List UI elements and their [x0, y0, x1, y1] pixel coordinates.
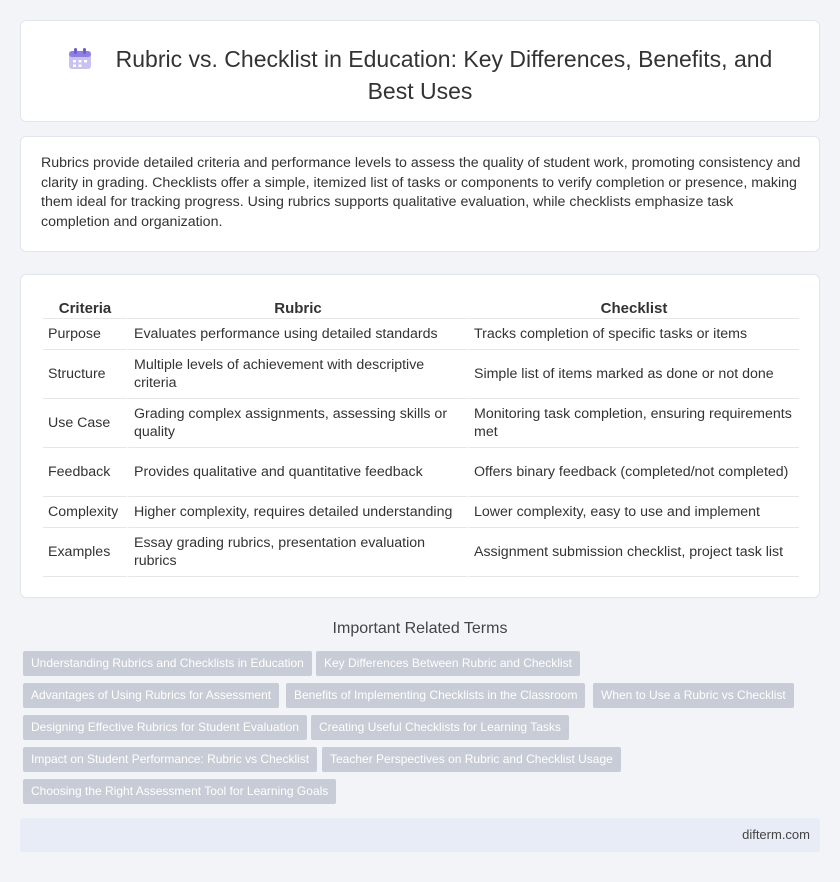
cell-rubric: Grading complex assignments, assessing skills or quality — [127, 399, 467, 448]
related-tag[interactable]: Key Differences Between Rubric and Checklist — [316, 651, 580, 676]
header-rubric: Rubric — [127, 295, 467, 319]
related-tag[interactable]: Teacher Perspectives on Rubric and Checklist Usage — [322, 747, 621, 772]
footer-bar — [20, 818, 820, 852]
related-tag[interactable]: Choosing the Right Assessment Tool for Learning Goals — [23, 779, 336, 804]
page-title-text: Rubric vs. Checklist in Education: Key Differences, Benefits, and Best Uses — [115, 46, 773, 104]
cell-rubric: Multiple levels of achievement with descriptive criteria — [127, 350, 467, 399]
table-row — [43, 448, 799, 497]
header-criteria: Criteria — [43, 295, 127, 319]
related-terms-title: Important Related Terms — [332, 620, 508, 637]
related-tag[interactable]: Advantages of Using Rubrics for Assessment — [23, 683, 279, 708]
table-row — [43, 528, 799, 577]
table-row — [43, 350, 799, 399]
cell-criteria: Structure — [43, 350, 127, 399]
table-row — [43, 497, 799, 528]
cell-criteria: Examples — [43, 528, 127, 577]
cell-criteria: Complexity — [43, 497, 127, 528]
cell-checklist: Monitoring task completion, ensuring requirements met — [467, 399, 799, 448]
comparison-table — [43, 295, 799, 577]
cell-checklist: Simple list of items marked as done or not done — [467, 350, 799, 399]
cell-checklist: Offers binary feedback (completed/not completed) — [467, 448, 799, 497]
cell-rubric: Essay grading rubrics, presentation evaluation rubrics — [127, 528, 467, 577]
footer-site[interactable]: difterm.com — [742, 827, 810, 842]
calendar-icon — [68, 48, 92, 77]
cell-checklist: Lower complexity, easy to use and implement — [467, 497, 799, 528]
related-tag[interactable]: Creating Useful Checklists for Learning Tasks — [311, 715, 569, 740]
related-tag[interactable]: Designing Effective Rubrics for Student Evaluation — [23, 715, 307, 740]
cell-criteria: Feedback — [43, 448, 127, 497]
header-checklist: Checklist — [467, 295, 799, 319]
header-card — [20, 20, 820, 122]
cell-criteria: Purpose — [43, 319, 127, 350]
table-row — [43, 399, 799, 448]
cell-checklist: Assignment submission checklist, project task list — [467, 528, 799, 577]
related-tag[interactable]: Impact on Student Performance: Rubric vs Checklist — [23, 747, 317, 772]
cell-checklist: Tracks completion of specific tasks or items — [467, 319, 799, 350]
page-title — [61, 45, 779, 106]
table-row — [43, 319, 799, 350]
cell-rubric: Provides qualitative and quantitative feedback — [127, 448, 467, 497]
comparison-card — [20, 274, 820, 598]
related-tag[interactable]: Understanding Rubrics and Checklists in Education — [23, 651, 312, 676]
cell-rubric: Higher complexity, requires detailed understanding — [127, 497, 467, 528]
related-tag[interactable]: Benefits of Implementing Checklists in the Classroom — [286, 683, 585, 708]
cell-criteria: Use Case — [43, 399, 127, 448]
intro-paragraph: Rubrics provide detailed criteria and performance levels to assess the quality of student work, promoting consistency and clarity in grading. Checklists offer a simple, itemized list of tasks or components to verify completion or presence, making them ideal for tracking progress. Using rubrics supports qualitative evaluation, while checklists emphasize task completion and organization. — [41, 155, 801, 230]
related-tag[interactable]: When to Use a Rubric vs Checklist — [593, 683, 794, 708]
cell-rubric: Evaluates performance using detailed standards — [127, 319, 467, 350]
title-wrap — [61, 45, 779, 106]
intro-card — [20, 136, 820, 252]
table-header-row — [43, 295, 799, 319]
